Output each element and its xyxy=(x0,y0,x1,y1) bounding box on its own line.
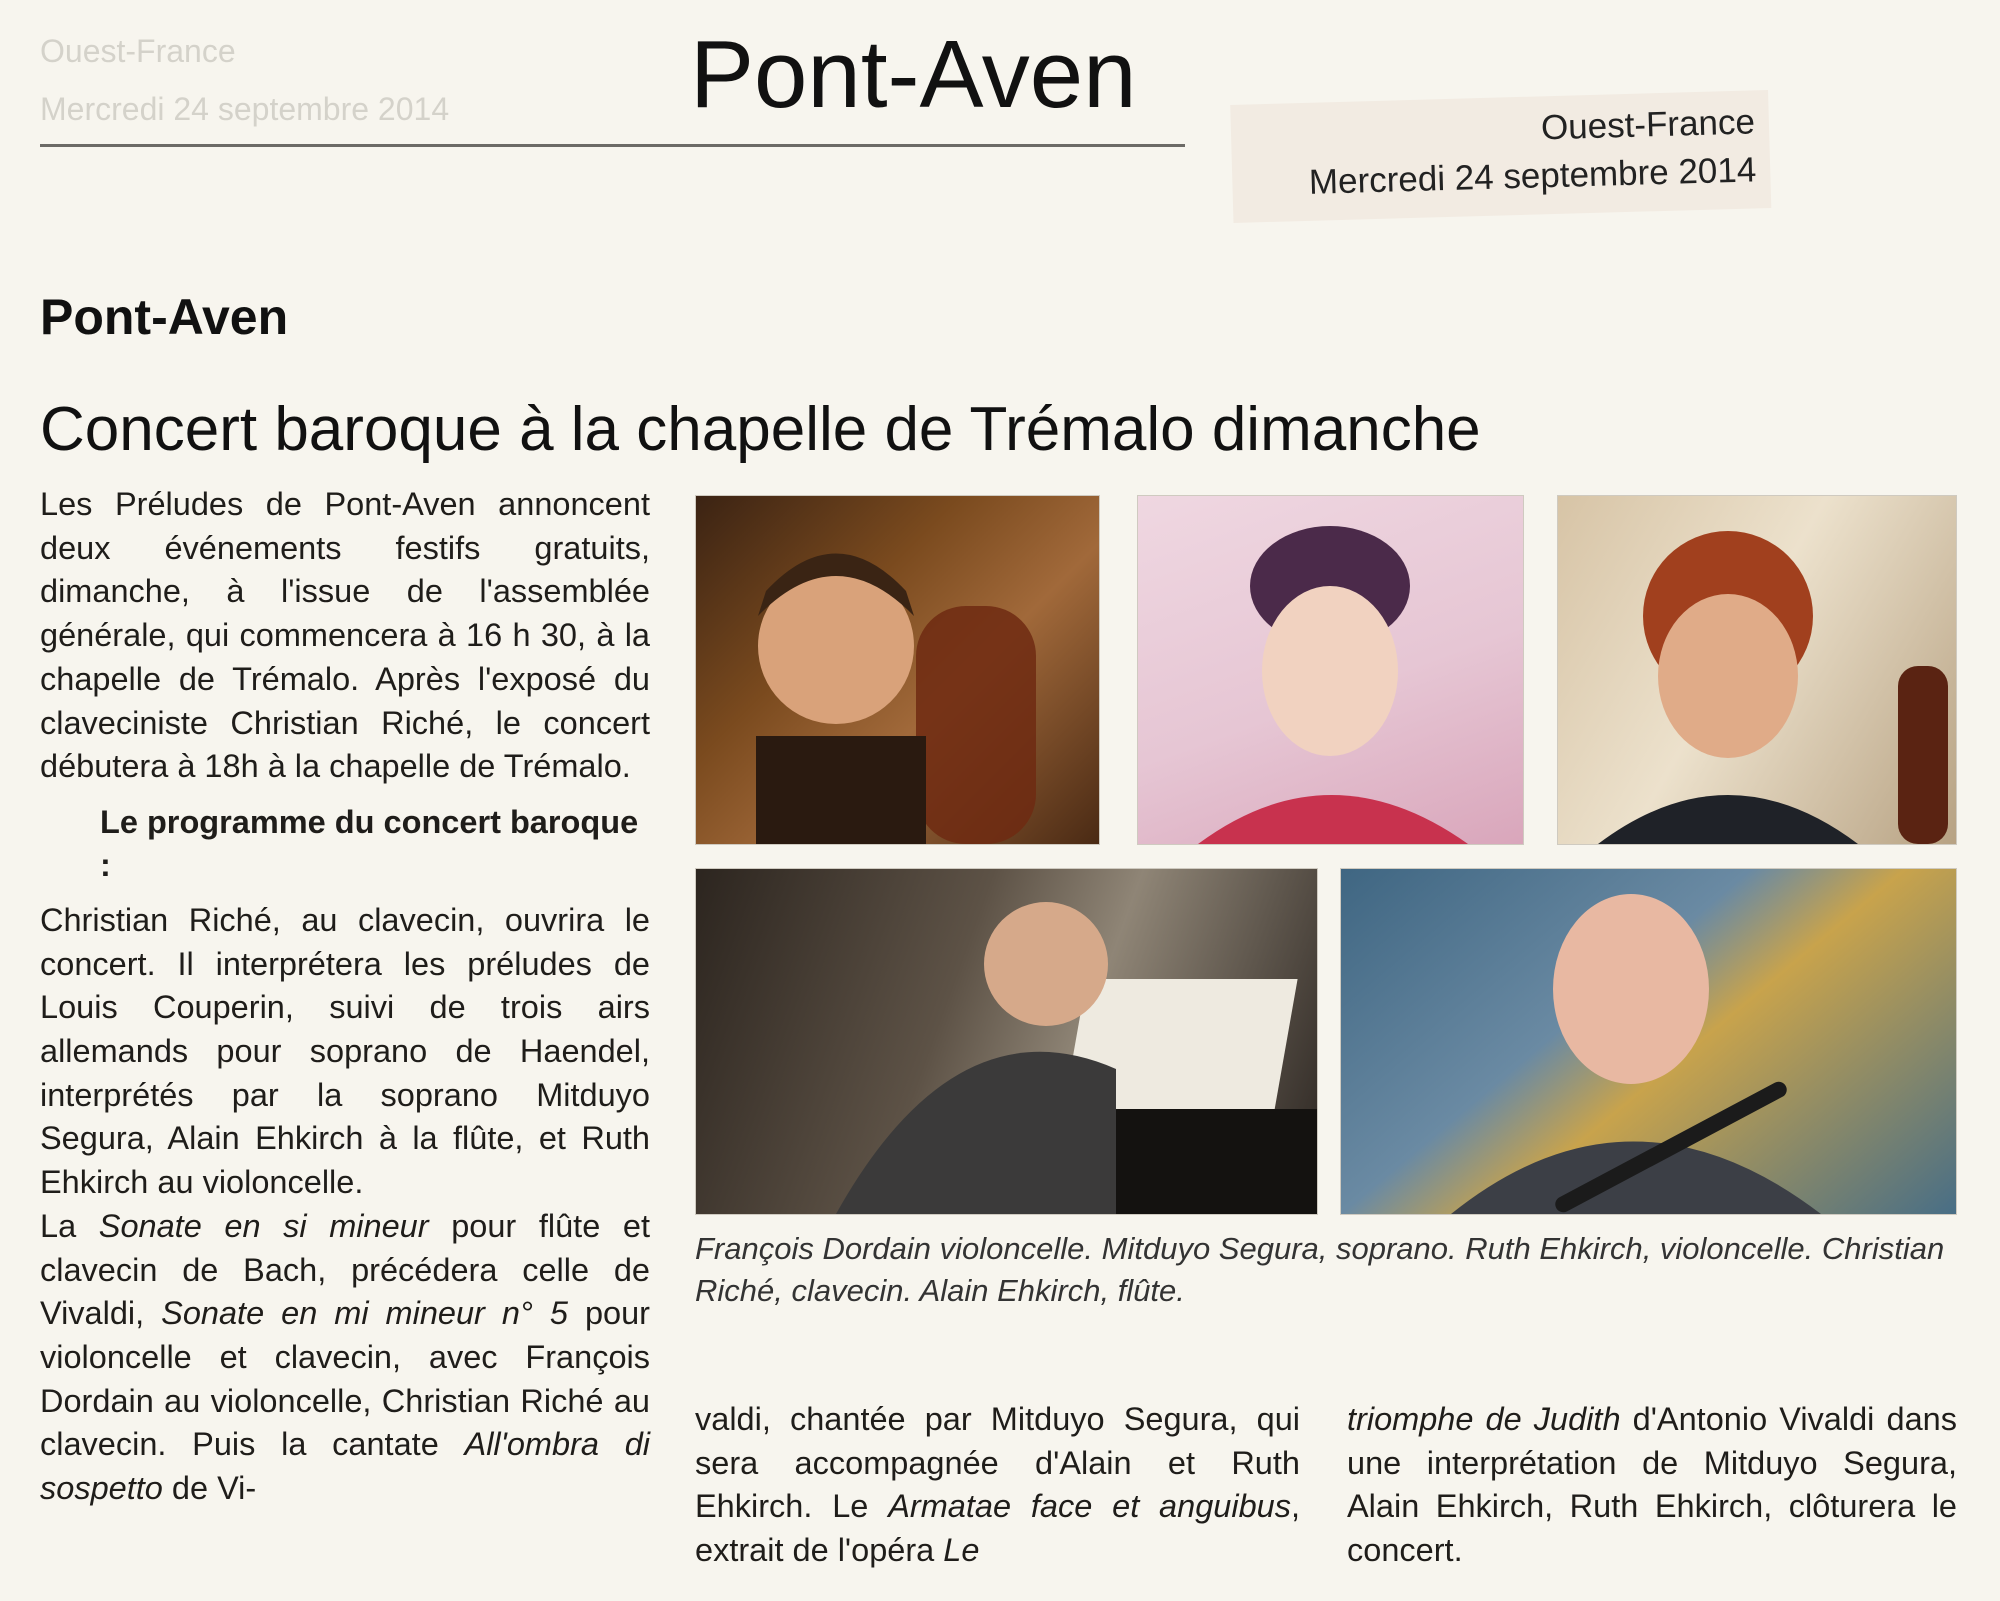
text-run: de Vi- xyxy=(162,1470,257,1507)
italic-title: Le xyxy=(943,1532,980,1569)
text-run: pour violoncelle et clavecin, avec François Dordain au violoncelle, Christian Riché au clavecin. Puis la cantate xyxy=(40,1295,650,1463)
text-run: La xyxy=(40,1207,99,1244)
photo-cellist-ruth xyxy=(1557,495,1957,845)
program-paragraph-1: Christian Riché, au clavecin, ouvrira le concert. Il interprétera les préludes de Louis Couperin, suivi de trois airs allemands pour soprano de Haendel, interprétés par la soprano Mitduyo Segura, Alain Ehkirch à la flûte, et Ruth Ehkirch au violoncelle. xyxy=(40,901,650,1201)
photo-caption: François Dordain violoncelle. Mitduyo Segura, soprano. Ruth Ehkirch, violoncelle. Christian Riché, clavecin. Alain Ehkirch, flûte. xyxy=(695,1231,1945,1308)
italic-title: Sonate en mi mineur n° 5 xyxy=(161,1295,568,1332)
program-subhead: Le programme du concert baroque : xyxy=(100,803,639,883)
photo-soprano-mitduyo xyxy=(1137,495,1524,845)
page-city-header: Pont-Aven xyxy=(690,21,1137,128)
column-3-paragraph xyxy=(1347,1398,1957,1573)
header-rule xyxy=(40,144,1185,147)
italic-title: triomphe de Judith xyxy=(1347,1401,1621,1437)
intro-paragraph: Les Préludes de Pont-Aven annoncent deux événements festifs gratuits, dimanche, à l'issue de l'assemblée générale, qui commencera à 16 h 30, à la chapelle de Trémalo. Après l'exposé du claveciniste Christian Riché, le concert débutera à 18h à la chapelle de Trémalo. xyxy=(40,486,650,785)
italic-title: Sonate en si mineur xyxy=(98,1207,429,1244)
ghost-line-2: Mercredi 24 septembre 2014 xyxy=(40,91,450,127)
text-run: pour flûte et clavecin de Bach, précédera celle de Vivaldi, xyxy=(40,1207,650,1332)
newspaper-name: Ouest-France xyxy=(1540,102,1756,148)
portrait-illustration xyxy=(696,496,1099,844)
article-column-1 xyxy=(40,483,650,1511)
article-column-3 xyxy=(1347,1398,1957,1573)
portrait-illustration xyxy=(1558,496,1956,844)
photo-cellist-francois xyxy=(695,495,1100,845)
section-heading: Pont-Aven xyxy=(40,289,289,345)
source-label xyxy=(1230,90,1771,223)
text-run: , extrait de l'opéra xyxy=(695,1488,1300,1569)
photo-flutist-alain xyxy=(1340,868,1957,1215)
portrait-illustration xyxy=(1138,496,1523,844)
article-column-2 xyxy=(695,1398,1300,1573)
photo-harpsichordist-christian xyxy=(695,868,1318,1215)
text-run: valdi, chantée par Mitduyo Segura, qui sera accompagnée d'Alain et Ruth Ehkirch. Le xyxy=(695,1401,1300,1525)
publication-date: Mercredi 24 septembre 2014 xyxy=(1308,150,1757,202)
article-title: Concert baroque à la chapelle de Trémalo dimanche xyxy=(40,395,1481,464)
column-2-paragraph xyxy=(695,1398,1300,1573)
portrait-illustration xyxy=(1341,869,1956,1214)
ghost-line-1: Ouest-France xyxy=(40,33,236,69)
italic-title: Armatae face et anguibus xyxy=(888,1488,1291,1525)
text-run: d'Antonio Vivaldi dans une interprétation de Mitduyo Segura, Alain Ehkirch, Ruth Ehkirch, clôturera le concert. xyxy=(1347,1401,1957,1569)
italic-title: All'ombra di sospetto xyxy=(40,1426,650,1507)
bleed-through-text xyxy=(40,22,449,138)
program-paragraph-2 xyxy=(40,1205,650,1511)
portrait-illustration xyxy=(696,869,1317,1214)
